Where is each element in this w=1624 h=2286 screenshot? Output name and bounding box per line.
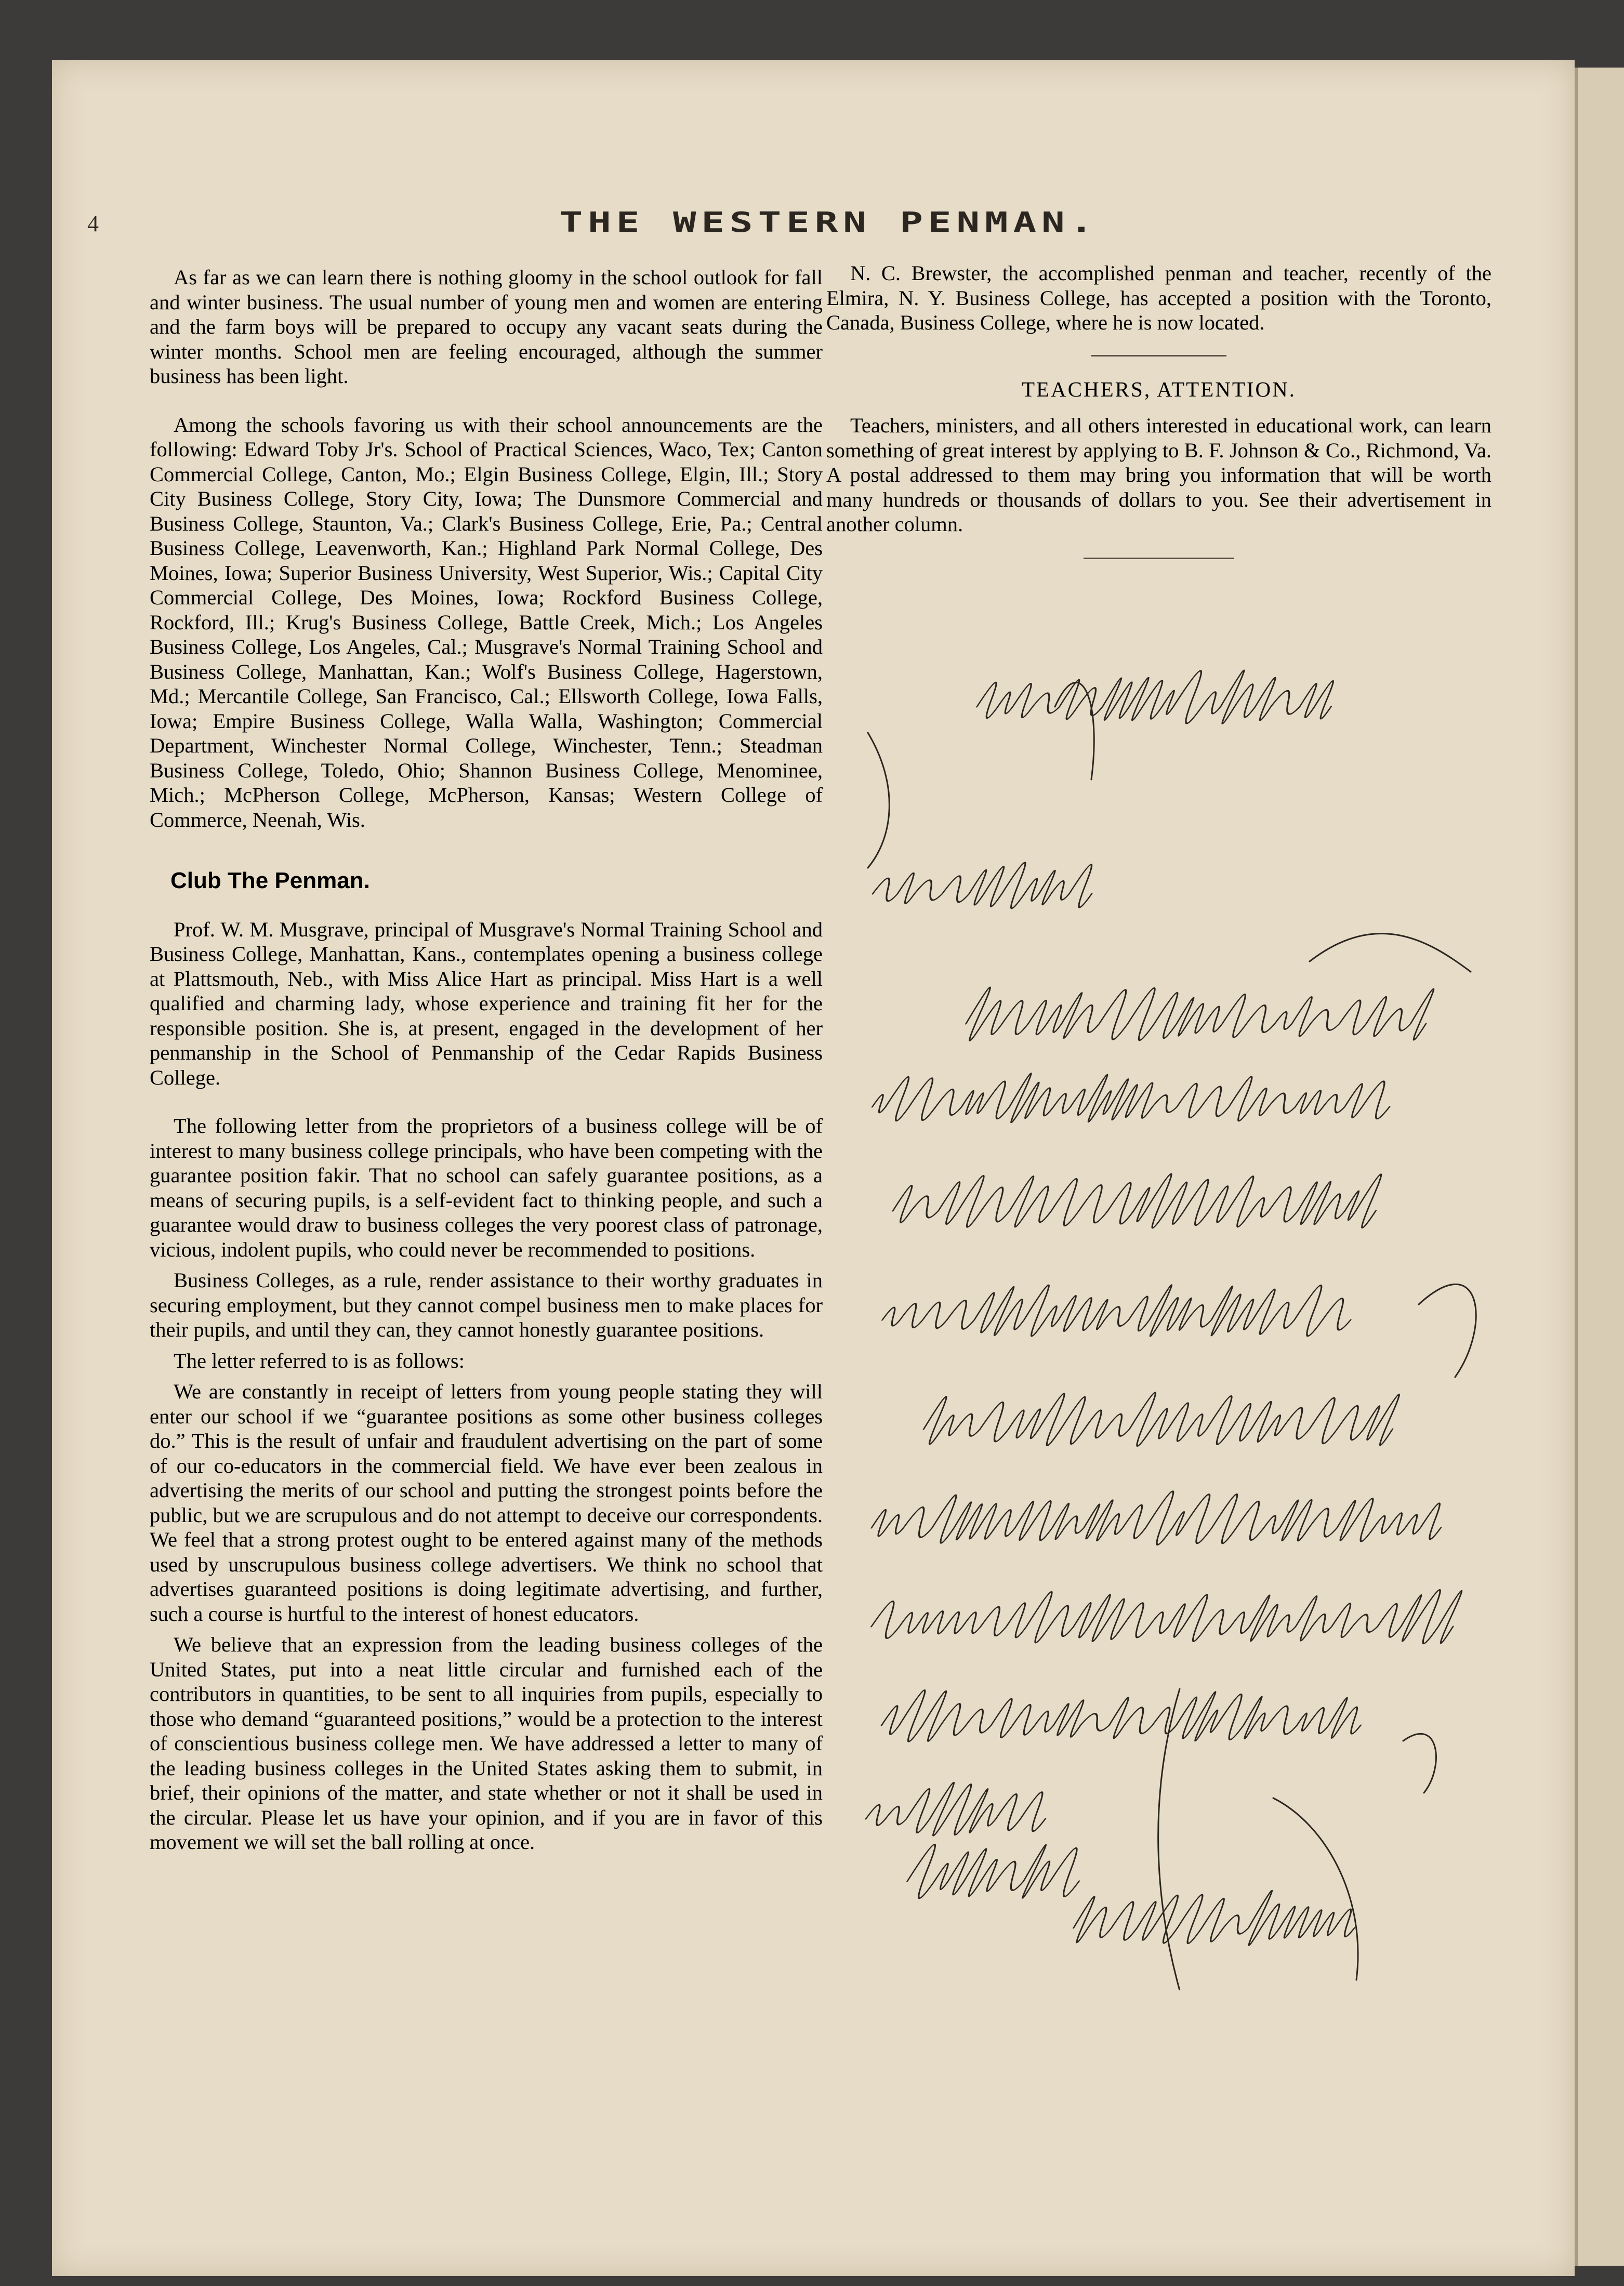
left-column: [150, 265, 823, 1855]
paragraph-business-colleges: Business Colleges, as a rule, render assistance to their worthy graduates in securing employment, but they cannot compel business men to make places for their pupils, and until they can, they cannot honestly guarantee positions.: [150, 1268, 823, 1341]
paragraph-letter-intro: The following letter from the proprietors of a business college will be of interest to many business college principals, who have been competing with the guarantee position fakir. That no school can safely guarantee positions, as a means of securing pupils, is a self-evident fact to thinking people, and such a guarantee would draw to business colleges the very poorest class of patronage, vicious, indolent pupils, who could never be recommended to positions.: [150, 1114, 823, 1261]
script-stroke: [968, 670, 1351, 723]
divider: [1091, 355, 1226, 356]
script-stroke: [862, 1590, 1472, 1643]
script-flourish: [1310, 934, 1471, 972]
script-stroke: [864, 1074, 1407, 1122]
section-title-teachers-attention: TEACHERS, ATTENTION.: [1021, 377, 1297, 401]
script-stroke: [957, 987, 1445, 1040]
script-flourish: [1419, 1284, 1476, 1377]
script-flourish: [868, 733, 889, 868]
script-flourish: [1055, 682, 1094, 779]
script-flourish: [1403, 1734, 1436, 1793]
script-stroke: [863, 1491, 1460, 1545]
right-column: [826, 261, 1491, 559]
masthead-title: THE WESTERN PENMAN.: [559, 206, 1099, 239]
script-stroke: [1064, 1891, 1374, 1945]
adjacent-page-edge: [1575, 68, 1624, 2266]
paragraph-brewster: N. C. Brewster, the accomplished penman and teacher, recently of the Elmira, N. Y. Business College, has accepted a position with the Toronto, Canada, Business College, where he is now located.: [826, 261, 1491, 334]
divider: [1084, 558, 1234, 559]
script-stroke: [865, 863, 1108, 908]
script-stroke: [884, 1174, 1395, 1228]
script-stroke: [915, 1393, 1412, 1446]
script-stroke: [874, 1285, 1369, 1336]
page-number: 4: [87, 211, 99, 236]
script-stroke: [857, 1782, 1064, 1835]
paragraph-musgrave: Prof. W. M. Musgrave, principal of Musgrave's Normal Training School and Business College, Manhattan, Kans., contemplates opening a business college at Plattsmouth, Neb., with Miss Alice Hart as principal. Miss Hart is a well qualified and charming lady, whose experience and training fit her for the responsible position. She is, at present, engaged in the development of her penmanship in the School of Penmanship of the Cedar Rapids Business College.: [150, 917, 823, 1089]
section-heading-club-the-penman: Club The Penman.: [170, 868, 370, 893]
script-stroke: [873, 1690, 1379, 1741]
paragraph-teachers: Teachers, ministers, and all others interested in educational work, can learn something of great interest by applying to B. F. Johnson & Co., Richmond, Va. A postal addressed to them may bring you information that will be worth many hundreds or thousands of dollars to you. See their advertisement in another column.: [826, 414, 1491, 536]
paragraph-outlook: As far as we can learn there is nothing gloomy in the school outlook for fall and winter business. The usual number of young men and women are entering and the farm boys will be prepared to occupy any vacant seats during the winter months. School men are feeling encouraged, although the summer business has been light.: [150, 266, 823, 388]
paragraph-letter-body-1: We are constantly in receipt of letters from young people stating they will enter our school if we “guarantee positions as some other business colleges do.” This is the result of unfair and fraudulent advertising on the part of some of our co-educators in the commercial field. We have ever been zealous in advertising the merits of our school and putting the strongest points before the public, but we are scrupulous and do not attempt to deceive our correspondents. We feel that a strong protest ought to be entered against many of the methods used by unscrupulous business college advertisers. We think no school that advertises guaranteed positions is doing legitimate advertising, and further, such a course is hurtful to the interest of honest educators.: [150, 1380, 823, 1626]
handwritten-letter-specimen-icon: [857, 650, 1497, 1990]
script-stroke: [899, 1844, 1099, 1898]
paragraph-letter-referred: The letter referred to is as follows:: [174, 1349, 465, 1372]
paragraph-schools-list: Among the schools favoring us with their school announcements are the following: Edward Toby Jr's. School of Practical Sciences, Waco, Tex; Canton Commercial College, Canton, Mo.; Elgin Business College, Elgin, Ill.; Story City Business College, Story City, Iowa; The Dunsmore Commercial and Business College, Staunton, Va.; Clark's Business College, Erie, Pa.; Central Business College, Leavenworth, Kan.; Highland Park Normal College, Des Moines, Iowa; Superior Business University, West Superior, Wis.; Capital City Commercial College, Des Moines, Iowa; Rockford Business College, Rockford, Ill.; Krug's Business College, Battle Creek, Mich.; Los Angeles Business College, Los Angeles, Cal.; Musgrave's Normal Training School and Business College, Manhattan, Kan.; Wolf's Business College, Hagerstown, Md.; Mercantile College, San Francisco, Cal.; Ellsworth College, Iowa Falls, Iowa; Empire Business College, Walla Walla, Washington; Commercial Department, Winchester Normal College, Winchester, Tenn.; Steadman Business College, Toledo, Ohio; Shannon Business College, Menominee, Mich.; McPherson College, McPherson, Kansas; Western College of Commerce, Neenah, Wis.: [150, 413, 823, 831]
paragraph-letter-body-2: We believe that an expression from the leading business colleges of the United States, put into a neat little circular and furnished each of the contributors in quantities, to be sent to all inquiries from pupils, especially to those who demand “guaranteed positions,” would be a protection to the interest of conscientious business college men. We have addressed a letter to many of the leading business colleges in the United States asking them to submit, in brief, their opinions of the matter, and state whether or not it shall be used in the circular. Please let us have your opinion, and if you are in favor of this movement we will set the ball rolling at once.: [150, 1633, 823, 1854]
script-flourish: [1158, 1689, 1180, 1990]
script-flourish: [1273, 1798, 1358, 1980]
